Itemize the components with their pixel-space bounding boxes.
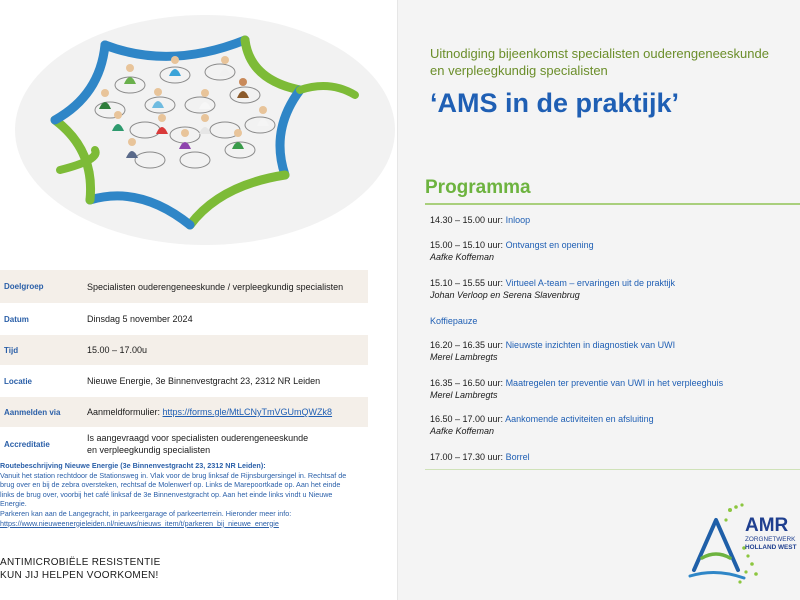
info-label: Aanmelden via [4,407,61,417]
program-speaker: Aafke Koffeman [430,426,495,436]
slogan-line: KUN JIJ HELPEN VOORKOMEN! [0,570,159,581]
info-value: 15.00 – 17.00u [87,345,148,355]
program-title: Ontvangst en opening [505,240,594,250]
amr-slogan [0,556,161,582]
info-value [87,406,368,418]
info-label: Tijd [4,345,19,355]
network-illustration [0,0,398,255]
route-line: links de brug over, voorbij het café linksaf de 3e Binnenvestgracht op. Aan het einde links vindt u Nieuwe [0,489,333,499]
table-row-doelgroep [0,270,368,304]
info-value [87,432,368,456]
programma-list [430,214,800,471]
table-row-tijd [0,335,368,366]
route-line: Energie. [0,499,27,509]
logo-amr: AMR [745,515,789,536]
info-label: Accreditatie [4,439,50,449]
table-row-accreditatie [0,428,368,461]
program-title: Nieuwste inzichten in diagnostiek van UWI [505,340,676,350]
program-speaker: Merel Lambregts [430,390,498,400]
subtitle-line: Uitnodiging bijeenkomst specialisten ouderengeneeskunde [430,46,769,61]
event-info-table [0,270,368,461]
program-item-pause [430,315,800,339]
info-label: Datum [4,314,29,324]
program-item [430,239,800,277]
left-panel [0,0,398,600]
program-item [430,339,800,377]
invitation-subtitle [430,45,800,79]
program-time: 14.30 – 15.00 uur: [430,215,506,225]
programma-heading: Programma [425,177,531,198]
program-item [430,214,800,239]
program-time: 17.00 – 17.30 uur: [430,452,506,462]
program-time: 15.00 – 15.10 uur: [430,240,506,250]
info-value: Dinsdag 5 november 2024 [87,314,193,324]
parking-info-link[interactable]: https://www.nieuweenergieleiden.nl/nieuws/nieuws_item/t/parkeren_bij_nieuwe_energie [0,518,279,528]
info-label: Doelgroep [4,282,44,291]
logo-subtitle: ZORGNETWERK [745,536,796,543]
program-title: Aankomende activiteiten en afsluiting [505,414,654,424]
info-label: Locatie [4,376,33,386]
logo-wordmark [745,516,796,552]
route-line: brug over en bij de zebra oversteken, rechtsaf de Molenwerf op. Links de Marepoortkade op. Aan het einde [0,480,341,490]
route-line: Vanuit het station rechtdoor de Stationsweg in. Vlak voor de brug linksaf de Rijnsburgersingel in. Rechtsaf de [0,470,347,480]
program-time: 16.50 – 17.00 uur: [430,414,506,424]
signup-form-link[interactable]: https://forms.gle/MtLCNyTmVGUmQWZk8 [162,407,333,417]
subtitle-line: en verpleegkundig specialisten [430,63,608,78]
signup-prefix: Aanmeldformulier: [87,407,163,417]
table-row-locatie [0,366,368,397]
program-item [430,451,800,471]
programma-end-line [425,469,800,470]
table-row-datum [0,304,368,335]
program-speaker: Johan Verloop en Serena Slavenbrug [430,290,580,300]
program-speaker: Aafke Koffeman [430,252,495,262]
program-item [430,413,800,451]
program-title: Inloop [505,215,531,225]
accreditation-line: en verpleegkundig specialisten [87,445,211,455]
program-item [430,377,800,413]
info-value: Specialisten ouderengeneeskunde / verpleegkundig specialisten [87,281,344,292]
program-time: 16.35 – 16.50 uur: [430,378,506,388]
slogan-line: ANTIMICROBIËLE RESISTENTIE [0,557,161,568]
program-title: Virtueel A-team – ervaringen uit de praktijk [505,278,675,288]
logo-subtitle: HOLLAND WEST [745,544,797,551]
event-title: ‘AMS in de praktijk’ [430,88,680,118]
programma-underline [425,203,800,205]
program-time: 15.10 – 15.55 uur: [430,278,506,288]
route-description [0,461,372,528]
parking-line: Parkeren kan aan de Langegracht, in parkeergarage of parkeerterrein. Hieronder meer info: [0,508,292,518]
table-row-aanmelden [0,397,368,428]
info-value: Nieuwe Energie, 3e Binnenvestgracht 23, 2312 NR Leiden [87,376,321,386]
program-time: 16.20 – 16.35 uur: [430,340,506,350]
program-title: Borrel [505,452,530,462]
accreditation-line: Is aangevraagd voor specialisten ouderengeneeskunde [87,433,309,443]
coffee-break: Koffiepauze [430,316,478,326]
program-item [430,277,800,315]
program-title: Maatregelen ter preventie van UWI in het verpleeghuis [505,378,724,388]
program-speaker: Merel Lambregts [430,352,498,362]
route-title: Routebeschrijving Nieuwe Energie (3e Binnenvestgracht 23, 2312 NR Leiden): [0,461,266,470]
